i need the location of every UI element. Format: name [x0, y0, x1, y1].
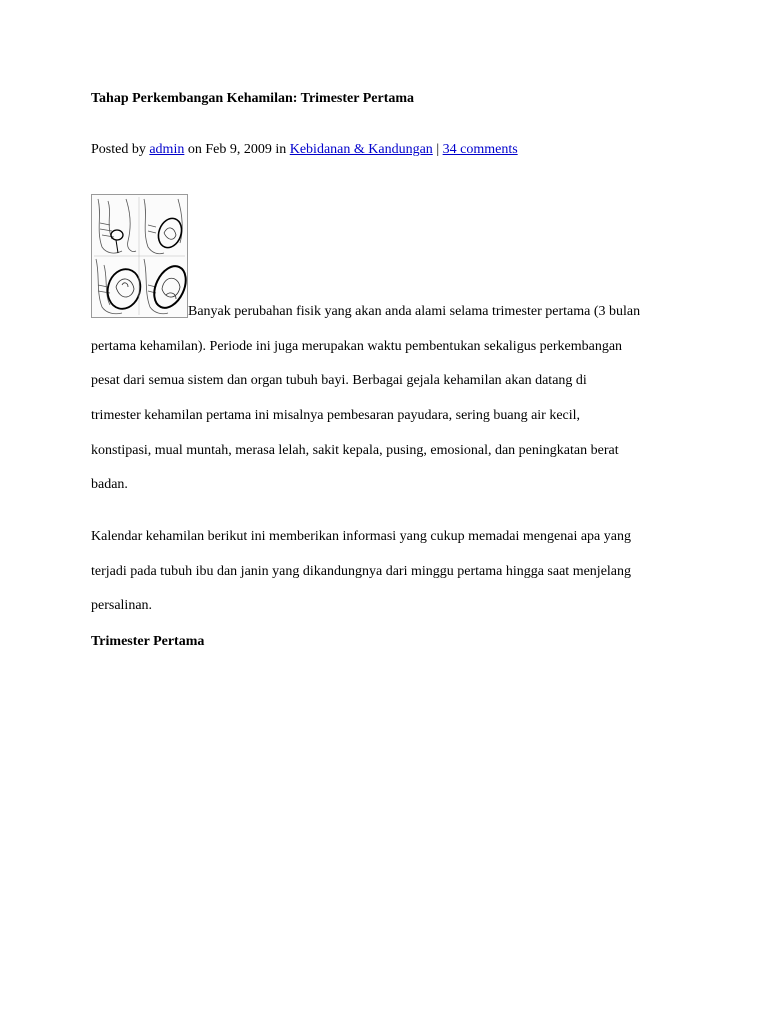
paragraph1-line-6: badan. [91, 477, 128, 492]
meta-separator: | [432, 142, 443, 157]
paragraph1-line-4: trimester kehamilan pertama ini misalnya pembesaran payudara, sering buang air kecil, [91, 408, 581, 423]
paragraph2-line-1: Kalendar kehamilan berikut ini memberikan informasi yang cukup memadai mengenai apa yang [91, 529, 631, 544]
paragraph1-line-3: pesat dari semua sistem dan organ tubuh bayi. Berbagai gejala kehamilan akan datang di [91, 373, 587, 388]
post-date: on Feb 9, 2009 in [184, 142, 290, 157]
category-link[interactable]: Kebidanan & Kandungan [289, 142, 433, 157]
paragraph2-line-2: terjadi pada tubuh ibu dan janin yang dikandungnya dari minggu pertama hingga saat menjelang [91, 564, 632, 579]
posted-by-label: Posted by [91, 142, 150, 157]
section-heading: Trimester Pertama [91, 634, 205, 649]
paragraph1-line-1: Banyak perubahan fisik yang akan anda alami selama trimester pertama (3 bulan [188, 304, 641, 319]
post-meta [91, 142, 518, 158]
article-title: Tahap Perkembangan Kehamilan: Trimester Pertama [91, 91, 415, 106]
fetal-development-icon [92, 195, 187, 317]
paragraph1-line-2: pertama kehamilan). Periode ini juga merupakan waktu pembentukan sekaligus perkembangan [91, 339, 623, 354]
author-link[interactable]: admin [149, 142, 185, 157]
paragraph2-line-3: persalinan. [91, 598, 153, 613]
paragraph1-line-5: konstipasi, mual muntah, merasa lelah, sakit kepala, pusing, emosional, dan peningkatan berat [91, 443, 619, 458]
comments-link[interactable]: 34 comments [442, 142, 518, 157]
fetal-development-illustration [91, 194, 188, 318]
